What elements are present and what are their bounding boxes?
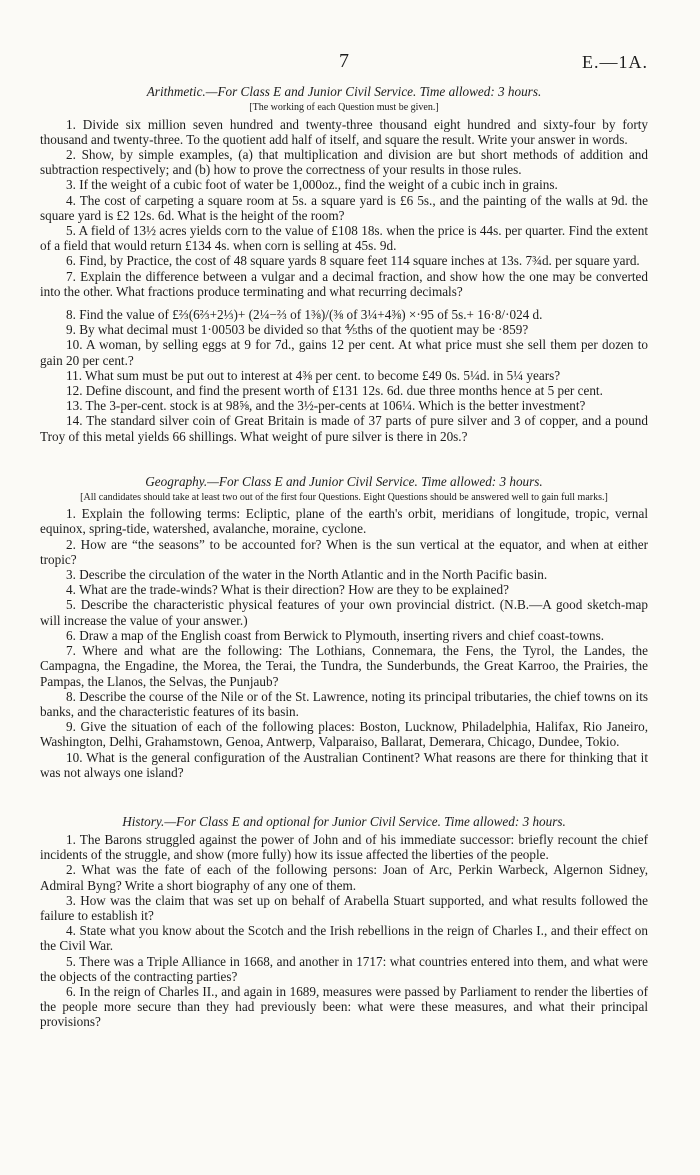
document-page	[40, 48, 648, 1040]
question: 6. In the reign of Charles II., and again in 1689, measures were passed by Parliament to render the liberties of the people more secure than they had previously been: what were these measures, and what their principal provisions?	[40, 983, 648, 1030]
question: 7. Where and what are the following: The Lothians, Connemara, the Fens, the Tyrol, the Landes, the Campagna, the Engadine, the Morea, the Terai, the Tundra, the Sunderbunds, the Great Karroo, the Prairies, the Pampas, the Llanos, the Selvas, the Punjaub?	[40, 643, 648, 689]
section-note: [All candidates should take at least two out of the first four Questions. Eight Questions should be answered well to gain full marks.]	[80, 491, 608, 503]
geography-section	[40, 474, 648, 780]
question: 5. Describe the characteristic physical features of your own provincial district. (N.B.—A good sketch-map will increase the value of your answer.)	[40, 597, 648, 628]
question: 3. How was the claim that was set up on behalf of Arabella Stuart supported, and what results followed the failure to establish it?	[40, 892, 648, 923]
arithmetic-section	[40, 84, 648, 444]
section-note: [The working of each Question must be given.]	[249, 102, 439, 113]
question: 4. The cost of carpeting a square room at 5s. a square yard is £6 5s., and the painting of the walls at 9d. the square yard is £2 12s. 6d. What is the height of the room?	[40, 192, 648, 223]
question: 1. The Barons struggled against the power of John and of his immediate successor: briefly recount the chief incidents of the struggle, and show (more fully) how its issue affected the liberties of the people.	[40, 831, 648, 863]
question: 2. Show, by simple examples, (a) that multiplication and division are but short methods of addition and subtraction respectively; and (b) how to prove the correctness of your results in those rules.	[40, 146, 648, 178]
question: 8. Describe the course of the Nile or of the St. Lawrence, noting its principal tributaries, the chief towns on its banks, and the characteristic features of its basin.	[40, 688, 648, 719]
question: 1. Divide six million seven hundred and twenty-three thousand eight hundred and sixty-four by forty thousand and twenty-three. To the quotient add half of itself, and square the result. Write your answer in words.	[40, 116, 648, 147]
question: 10. What is the general configuration of the Australian Continent? What reasons are there for thinking that it was not always one island?	[40, 749, 648, 780]
page-number: 7	[339, 50, 349, 72]
question: 9. Give the situation of each of the following places: Boston, Lucknow, Philadelphia, Halifax, Rio Janeiro, Washington, Delhi, Grahamstown, Genoa, Antwerp, Valparaiso, Ballarat, Demerara, Chicago, Dundee, Tokio.	[40, 719, 648, 750]
question: 14. The standard silver coin of Great Britain is made of 37 parts of pure silver and 3 of copper, and a pound Troy of this metal yields 66 shillings. What weight of pure silver is there in 20s.?	[40, 413, 648, 444]
question: 2. How are “the seasons” to be accounted for? When is the sun vertical at the equator, and when at either tropic?	[40, 536, 648, 567]
question: 12. Define discount, and find the present worth of £131 12s. 6d. due three months hence at 5 per cent.	[66, 382, 603, 398]
question: 6. Find, by Practice, the cost of 48 square yards 8 square feet 114 square inches at 13s. 7¾d. per square yard.	[66, 253, 640, 269]
question: 7. Explain the difference between a vulgar and a decimal fraction, and show how the one may be converted into the other. What fractions produce terminating and what recurring decimals?	[40, 268, 648, 299]
question: 1. Explain the following terms: Ecliptic, plane of the earth's orbit, meridians of longitude, tropic, vernal equinox, spring-tide, watershed, avalanche, moraine, cyclone.	[40, 506, 648, 537]
question: 5. There was a Triple Alliance in 1668, and another in 1717: what countries entered into them, and what were the objects of the contracting parties?	[40, 953, 648, 984]
section-title: Geography.—For Class E and Junior Civil Service. Time allowed: 3 hours.	[145, 473, 543, 489]
document-reference: E.—1A.	[582, 52, 648, 72]
question: 2. What was the fate of each of the following persons: Joan of Arc, Perkin Warbeck, Algernon Sidney, Admiral Byng? Write a short biography of any one of them.	[40, 862, 648, 893]
question: 4. What are the trade-winds? What is their direction? How are they to be explained?	[66, 582, 509, 598]
section-title: History.—For Class E and optional for Junior Civil Service. Time allowed: 3 hours.	[122, 813, 566, 829]
question: 3. Describe the circulation of the water in the North Atlantic and in the North Pacific basin.	[66, 567, 548, 583]
section-title: Arithmetic.—For Class E and Junior Civil Service. Time allowed: 3 hours.	[146, 84, 542, 99]
question: 4. State what you know about the Scotch and the Irish rebellions in the reign of Charles I., and their effect on the Civil War.	[40, 923, 648, 954]
question: 9. By what decimal must 1·00503 be divided so that ⅘ths of the quotient may be ·859?	[66, 322, 529, 338]
question: 13. The 3-per-cent. stock is at 98⅝, and the 3½-per-cents at 106¼. Which is the better investment?	[66, 398, 586, 414]
question: 8. Find the value of £⅔(6⅔+2⅓)+ (2¼−⅔ of 1⅜)/(⅜ of 3¼+4⅜) ×·95 of 5s.+ 16·8/·024 d.	[66, 306, 543, 322]
question: 3. If the weight of a cubic foot of water be 1,000oz., find the weight of a cubic inch in grains.	[66, 177, 558, 193]
question: 10. A woman, by selling eggs at 9 for 7d., gains 12 per cent. At what price must she sell them per dozen to gain 20 per cent.?	[40, 337, 648, 368]
question: 11. What sum must be put out to interest at 4⅜ per cent. to become £49 0s. 5¼d. in 5¼ years?	[66, 367, 561, 383]
question: 6. Draw a map of the English coast from Berwick to Plymouth, inserting rivers and chief coast-towns.	[66, 627, 605, 643]
question: 5. A field of 13½ acres yields corn to the value of £108 18s. when the price is 44s. per quarter. Find the extent of a field that would return £134 4s. when corn is selling at 45s. 9d.	[40, 222, 648, 254]
history-section	[40, 814, 648, 1030]
